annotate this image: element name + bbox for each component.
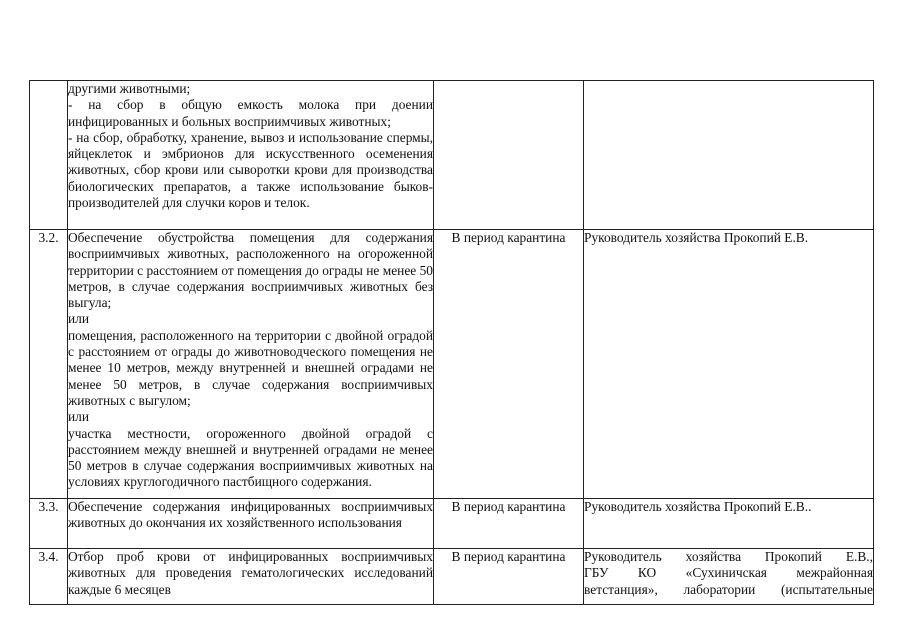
term-cell: [434, 81, 584, 230]
table-row: [30, 81, 874, 230]
plan-table: [29, 80, 874, 605]
activity-text: другими животными;: [68, 81, 191, 96]
row-number: 3.2.: [30, 230, 68, 499]
activity-text: Обеспечение содержания инфицированных восприимчивых животных до окончания их хозяйственного использования: [68, 499, 433, 531]
responsible-line: Руководитель хозяйства Прокопий Е.В.,: [584, 549, 873, 564]
row-number: [30, 81, 68, 230]
activity-text: Обеспечение обустройства помещения для содержания восприимчивых животных, расположенного на огороженной территории с расстоянием от помещения до ограды не менее 50 метров, в случае содержания восприимчивых животных без выгула;: [68, 230, 433, 311]
term-cell: В период карантина: [434, 549, 584, 605]
activity-text: или: [68, 311, 90, 327]
activity-cell: [68, 81, 434, 230]
activity-text: помещения, расположенного на территории с двойной оградой с расстоянием от ограды до животноводческого помещения не менее 10 метров, между внутренней и внешней оградами не менее 50 метров, в случае содержания восприимчивых животных с выгулом;: [68, 327, 433, 408]
responsible-line: ГБУ КО «Сухиничская межрайонная: [584, 565, 873, 581]
responsible-line: ветстанция», лаборатории (испытательные: [584, 581, 873, 597]
row-number: 3.3.: [30, 499, 68, 549]
activity-text: Отбор проб крови от инфицированных восприимчивых животных для проведения гематологических исследований каждые 6 месяцев: [68, 549, 433, 597]
activity-text: участка местности, огороженного двойной оградой с расстоянием между внешней и внутренней оградами не менее 50 метров в случае содержания восприимчивых животных на условиях круглогодичного пастбищного содержания.: [68, 425, 433, 490]
table-row: [30, 499, 874, 549]
table-row: [30, 230, 874, 499]
activity-cell: [68, 549, 434, 605]
activity-cell: [68, 499, 434, 549]
responsible-cell: [584, 549, 874, 605]
activity-text: или: [68, 409, 90, 425]
responsible-text: [584, 549, 873, 601]
term-cell: В период карантина: [434, 499, 584, 549]
activity-text: - на сбор, обработку, хранение, вывоз и использование спермы, яйцеклеток и эмбрионов для искусственного осеменения животных, сбор крови или сыворотки крови для производства биологических препаратов, а также использование быков-производителей для случки коров и телок.: [68, 129, 433, 211]
row-number: 3.4.: [30, 549, 68, 605]
activity-cell: [68, 230, 434, 499]
responsible-cell: Руководитель хозяйства Прокопий Е.В..: [584, 499, 874, 549]
activity-text: - на сбор в общую емкость молока при доении инфицированных и больных восприимчивых животных;: [68, 97, 433, 129]
responsible-cell: Руководитель хозяйства Прокопий Е.В.: [584, 230, 874, 499]
term-cell: В период карантина: [434, 230, 584, 499]
responsible-cell: [584, 81, 874, 230]
table-row: [30, 549, 874, 605]
